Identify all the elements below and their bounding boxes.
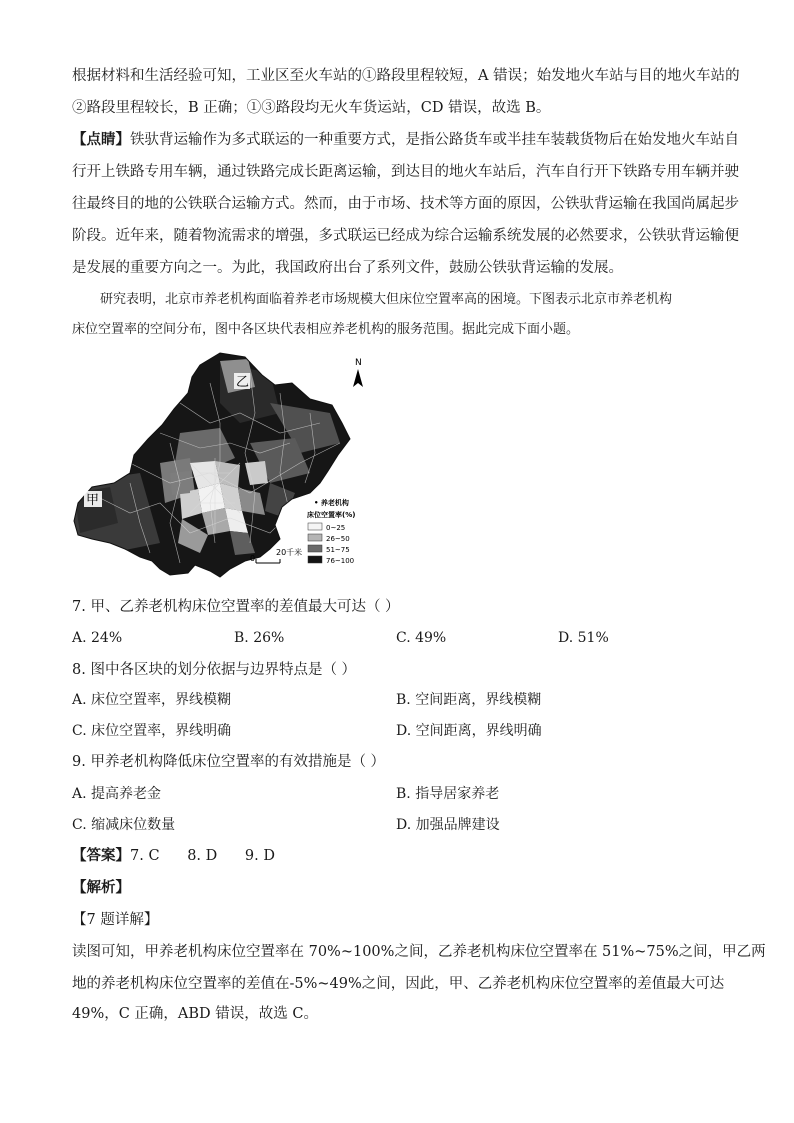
legend-title-2: 床位空置率(%) — [307, 511, 356, 519]
q9-option-b: B. 指导居家养老 — [396, 786, 500, 802]
q8-stem: 8. 图中各区块的划分依据与边界特点是（ ） — [72, 662, 357, 678]
text-line: 根据材料和生活经验可知，工业区至火车站的①路段里程较短，A 错误；始发地火车站与目的地火车站的 — [72, 68, 740, 84]
material-line: 研究表明，北京市养老机构面临着养老市场规模大但床位空置率高的困境。下图表示北京市养老机构 — [100, 292, 673, 307]
legend-item: 51~75 — [326, 546, 350, 554]
dianjing-text: 铁驮背运输作为多式联运的一种重要方式，是指公路货车或半挂车装载货物后在始发地火车站自 — [130, 132, 739, 148]
text-line: 地的养老机构床位空置率的差值在-5%~49%之间，因此，甲、乙养老机构床位空置率的差值最大可达 — [72, 976, 725, 992]
label-yi: 乙 — [236, 375, 250, 390]
scale-zero: 0 — [250, 554, 256, 563]
north-arrow-icon — [353, 358, 363, 387]
q9-option-d: D. 加强品牌建设 — [396, 817, 500, 833]
legend-swatch — [308, 556, 322, 563]
q8-option-b: B. 空间距离，界线模糊 — [396, 692, 542, 708]
scale-label: 20千米 — [276, 548, 303, 557]
legend — [307, 498, 355, 565]
legend-swatch — [308, 523, 322, 530]
beijing-vacancy-map — [70, 343, 370, 583]
q7-option-b: B. 26% — [234, 630, 285, 646]
text-line: 行开上铁路专用车辆，通过铁路完成长距离运输，到达目的地火车站后，汽车自行开下铁路专用车辆并驶 — [72, 164, 739, 180]
legend-swatch — [308, 545, 322, 552]
north-label: N — [355, 358, 362, 368]
text-line: ②路段里程较长，B 正确；①③路段均无火车货运站，CD 错误，故选 B。 — [72, 100, 551, 116]
q7-option-c: C. 49% — [396, 630, 447, 646]
text-line: 49%，C 正确，ABD 错误，故选 C。 — [72, 1006, 318, 1022]
text-line: 阶段。近年来，随着物流需求的增强，多式联运已经成为综合运输系统发展的必然要求，公铁驮背运输便 — [72, 228, 739, 244]
dianjing-line — [72, 130, 739, 150]
dianjing-label: 【点睛】 — [72, 131, 130, 148]
text-line: 往最终目的地的公铁联合运输方式。然而，由于市场、技术等方面的原因，公铁驮背运输在我国尚属起步 — [72, 196, 739, 212]
detail7-label: 【7 题详解】 — [72, 912, 159, 928]
analysis-label: 【解析】 — [72, 879, 130, 896]
q9-option-c: C. 缩减床位数量 — [72, 817, 176, 833]
q7-option-d: D. 51% — [558, 630, 609, 646]
legend-item: 0~25 — [326, 524, 346, 532]
q8-option-c: C. 床位空置率，界线明确 — [72, 723, 232, 739]
legend-title-1: • 养老机构 — [314, 499, 349, 507]
q9-option-a: A. 提高养老金 — [72, 786, 162, 802]
answer-text: 7. C 8. D 9. D — [130, 848, 275, 864]
text-line: 读图可知，甲养老机构床位空置率在 70%~100%之间，乙养老机构床位空置率在 51%~75%之间，甲乙两 — [72, 944, 766, 960]
legend-item: 76~100 — [326, 557, 355, 565]
answer-line — [72, 846, 275, 866]
material-line: 床位空置率的空间分布，图中各区块代表相应养老机构的服务范围。据此完成下面小题。 — [72, 322, 580, 337]
legend-item: 26~50 — [326, 535, 350, 543]
q8-option-d: D. 空间距离，界线明确 — [396, 723, 542, 739]
q9-stem: 9. 甲养老机构降低床位空置率的有效措施是（ ） — [72, 754, 386, 770]
label-jia: 甲 — [86, 493, 100, 508]
legend-swatch — [308, 534, 322, 541]
answer-label: 【答案】 — [72, 847, 130, 864]
q7-stem: 7. 甲、乙养老机构床位空置率的差值最大可达（ ） — [72, 599, 400, 615]
q7-option-a: A. 24% — [72, 630, 123, 646]
q8-option-a: A. 床位空置率，界线模糊 — [72, 692, 232, 708]
text-line: 是发展的重要方向之一。为此，我国政府出台了系列文件，鼓励公铁驮背运输的发展。 — [72, 260, 623, 276]
